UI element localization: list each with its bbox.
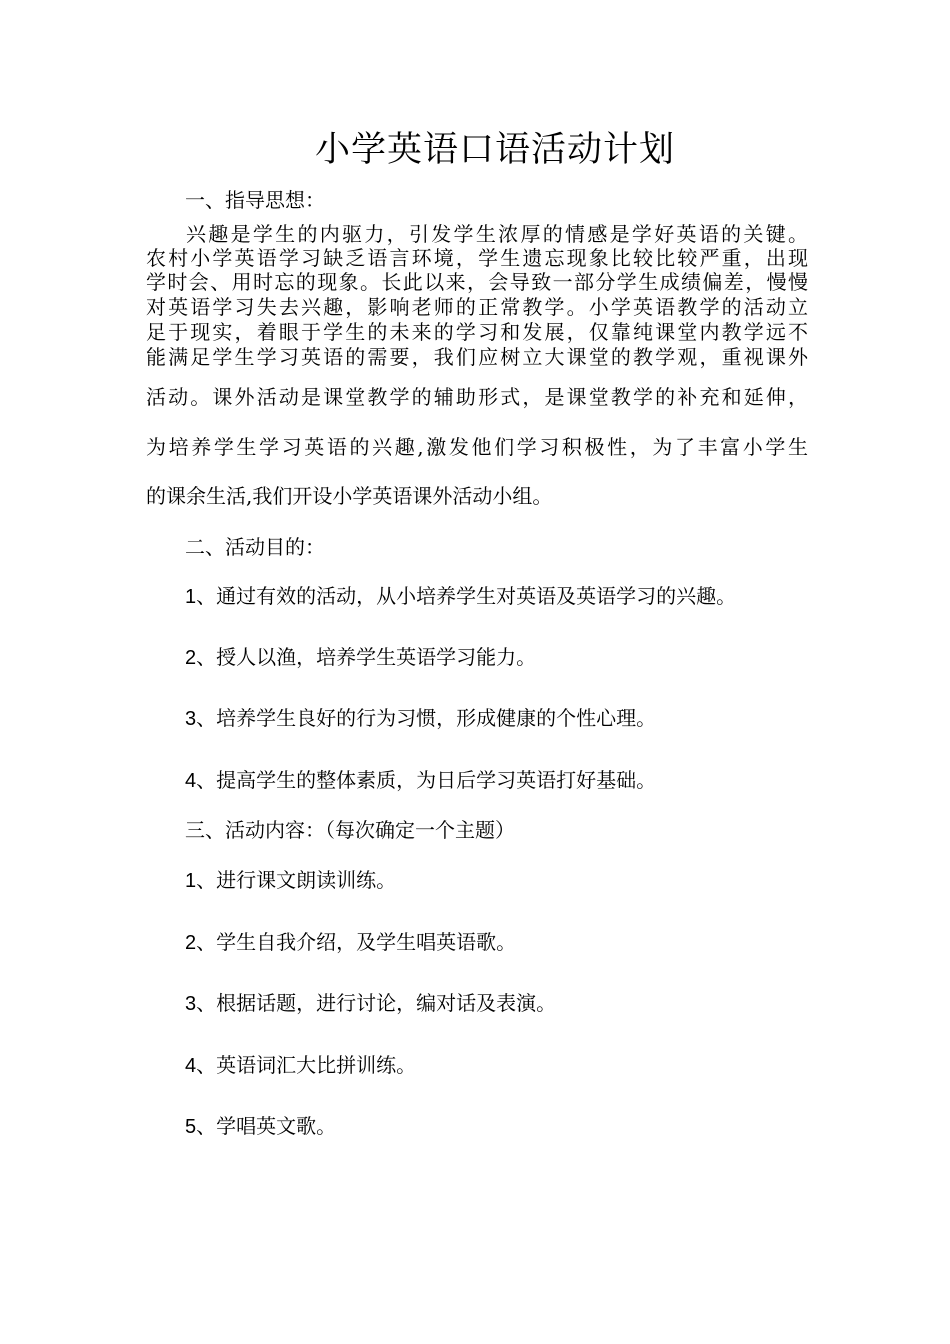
list-item [185, 868, 396, 893]
list-item-number: 2 [185, 647, 197, 669]
paragraph-line: 足于现实，着眼于学生的未来的学习和发展，仅靠纯课堂内教学远不 [146, 320, 808, 344]
paragraph-line: 农村小学英语学习缺乏语言环境，学生遗忘现象比较比较严重，出现 [146, 246, 808, 270]
list-item [185, 768, 656, 793]
document-title: 小学英语口语活动计划 [314, 130, 675, 170]
section-heading-activity-goals: 二、活动目的： [185, 535, 325, 559]
list-item-text: 、进行课文朗读训练。 [196, 868, 397, 892]
list-item-number: 4 [185, 770, 197, 792]
list-item-text: 、英语词汇大比拼训练。 [196, 1053, 417, 1077]
list-item-number: 2 [185, 932, 197, 954]
list-item-number: 3 [185, 993, 197, 1015]
paragraph-line: 能满足学生学习英语的需要，我们应树立大课堂的教学观，重视课外 [146, 345, 808, 369]
list-item-number: 1 [185, 870, 197, 892]
list-item-text: 、根据话题，进行讨论，编对话及表演。 [196, 991, 557, 1015]
list-item-text: 、通过有效的活动，从小培养学生对英语及英语学习的兴趣。 [196, 584, 737, 608]
list-item-number: 3 [185, 708, 197, 730]
paragraph-line: 学时会、用时忘的现象。长此以来，会导致一部分学生成绩偏差，慢慢 [146, 270, 808, 294]
list-item-number: 4 [185, 1055, 197, 1077]
section-heading-guiding-thought: 一、指导思想： [185, 188, 325, 212]
list-item [185, 991, 556, 1016]
paragraph-line: 兴趣是学生的内驱力，引发学生浓厚的情感是学好英语的关键。 [186, 222, 808, 246]
list-item [185, 1114, 336, 1139]
section-heading-activity-content: 三、活动内容：（每次确定一个主题） [185, 818, 515, 842]
list-item-number: 1 [185, 586, 197, 608]
list-item-text: 、学唱英文歌。 [196, 1114, 337, 1138]
list-item-text: 、提高学生的整体素质，为日后学习英语打好基础。 [196, 768, 657, 792]
list-item [185, 584, 736, 609]
list-item [185, 645, 536, 670]
paragraph-line: 为培养学生学习英语的兴趣,激发他们学习积极性，为了丰富小学生 [146, 435, 808, 459]
list-item [185, 706, 656, 731]
paragraph-line: 的课余生活,我们开设小学英语课外活动小组。 [146, 484, 553, 508]
list-item-text: 、授人以渔，培养学生英语学习能力。 [196, 645, 537, 669]
list-item [185, 1053, 416, 1078]
list-item-text: 、培养学生良好的行为习惯，形成健康的个性心理。 [196, 706, 657, 730]
paragraph-line: 对英语学习失去兴趣，影响老师的正常教学。小学英语教学的活动立 [146, 295, 808, 319]
list-item-number: 5 [185, 1116, 197, 1138]
list-item [185, 930, 516, 955]
paragraph-line: 活动。课外活动是课堂教学的辅助形式，是课堂教学的补充和延伸， [146, 385, 808, 409]
list-item-text: 、学生自我介绍，及学生唱英语歌。 [196, 930, 517, 954]
